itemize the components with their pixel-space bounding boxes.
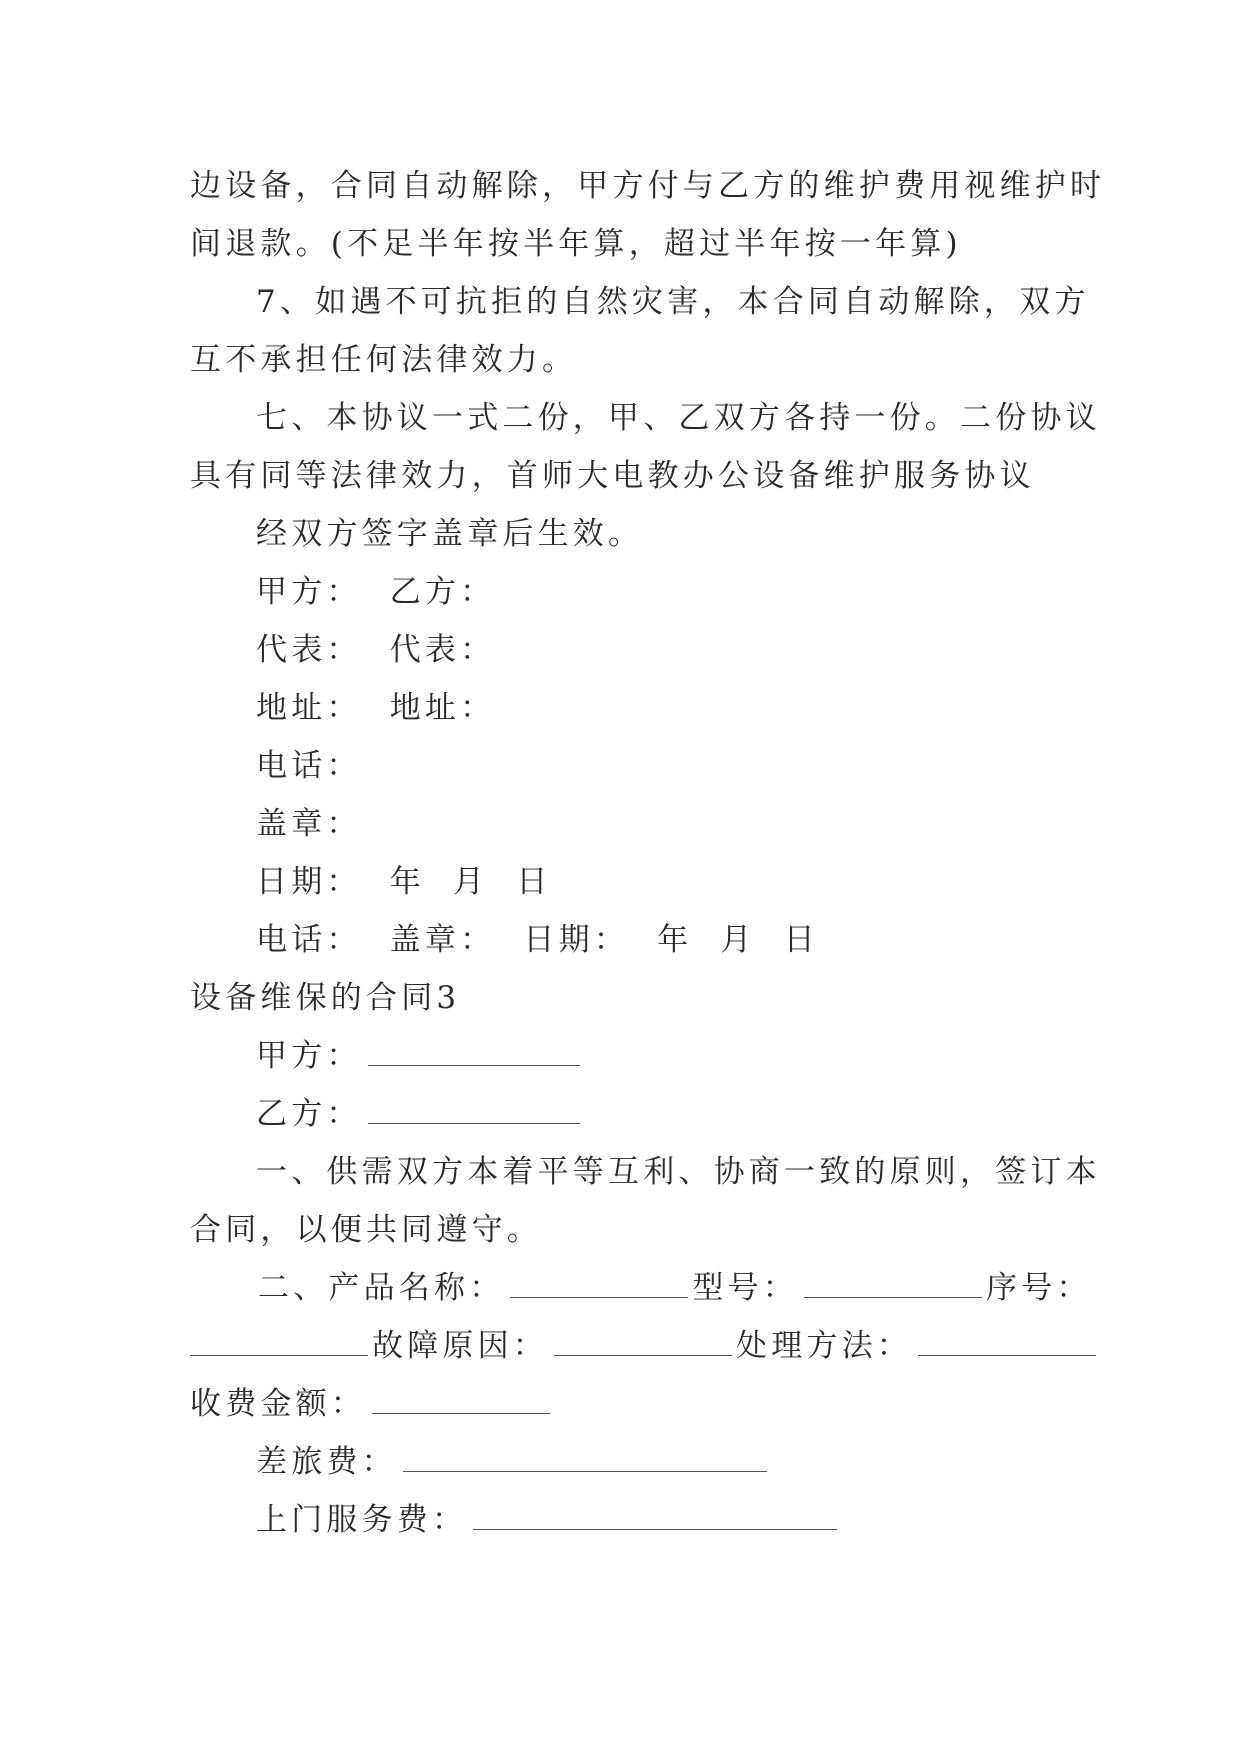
paragraph-line: 间退款。(不足半年按半年算，超过半年按一年算) [190, 226, 962, 262]
clause-one: 一、供需双方本着平等互利、协商一致的原则，签订本 [256, 1154, 1101, 1190]
clause-two-line [258, 1268, 1092, 1308]
travel-fee-blank [403, 1449, 767, 1472]
fee-amount-line [190, 1384, 554, 1424]
onsite-fee-label: 上门服务费： [256, 1502, 468, 1538]
signature-date-line: 日期： 年 月 日 [256, 864, 552, 900]
travel-fee-label: 差旅费： [256, 1444, 397, 1480]
party-a-blank [368, 1043, 580, 1066]
paragraph-line: 具有同等法律效力，首师大电教办公设备维护服务协议 [190, 458, 1035, 494]
paragraph-line: 边设备，合同自动解除，甲方付与乙方的维护费用视维护时 [190, 168, 1106, 204]
onsite-fee-line [256, 1500, 841, 1540]
serial-blank [190, 1333, 368, 1356]
fault-cause-label: 故障原因： [372, 1328, 548, 1364]
signature-party-line: 甲方： 乙方： [256, 574, 496, 610]
paragraph-line: 合同，以便共同遵守。 [190, 1212, 542, 1248]
model-blank [804, 1275, 982, 1298]
onsite-fee-blank [473, 1507, 837, 1530]
paragraph-line: 经双方签字盖章后生效。 [256, 516, 644, 552]
signature-address-line: 地址： 地址： [256, 690, 496, 726]
fee-amount-blank [372, 1391, 550, 1414]
party-b-label: 乙方： [256, 1096, 362, 1132]
party-a-label: 甲方： [256, 1038, 362, 1074]
clause-7: 7、如遇不可抗拒的自然灾害，本合同自动解除，双方 [256, 284, 1090, 320]
travel-fee-line [256, 1442, 771, 1482]
paragraph-line: 互不承担任何法律效力。 [190, 342, 578, 378]
model-label: 型号： [692, 1270, 799, 1306]
product-name-blank [510, 1275, 688, 1298]
section-title: 设备维保的合同3 [190, 980, 461, 1016]
party-b-blank [368, 1101, 580, 1124]
product-name-label: 二、产品名称： [258, 1270, 505, 1306]
handling-method-label: 处理方法： [736, 1328, 912, 1364]
section-seven: 七、本协议一式二份，甲、乙双方各持一份。二份协议 [256, 400, 1101, 436]
signature-combined-line: 电话： 盖章： 日期： 年 月 日 [256, 922, 819, 958]
fault-line [190, 1326, 1100, 1366]
serial-label: 序号： [986, 1270, 1092, 1306]
fee-amount-label: 收费金额： [190, 1386, 366, 1422]
party-a-line [256, 1036, 584, 1076]
signature-representative-line: 代表： 代表： [256, 632, 496, 668]
fault-cause-blank [554, 1333, 732, 1356]
signature-phone-line: 电话： [256, 748, 362, 784]
handling-method-blank [918, 1333, 1096, 1356]
party-b-line [256, 1094, 584, 1134]
signature-seal-line: 盖章： [256, 806, 362, 842]
